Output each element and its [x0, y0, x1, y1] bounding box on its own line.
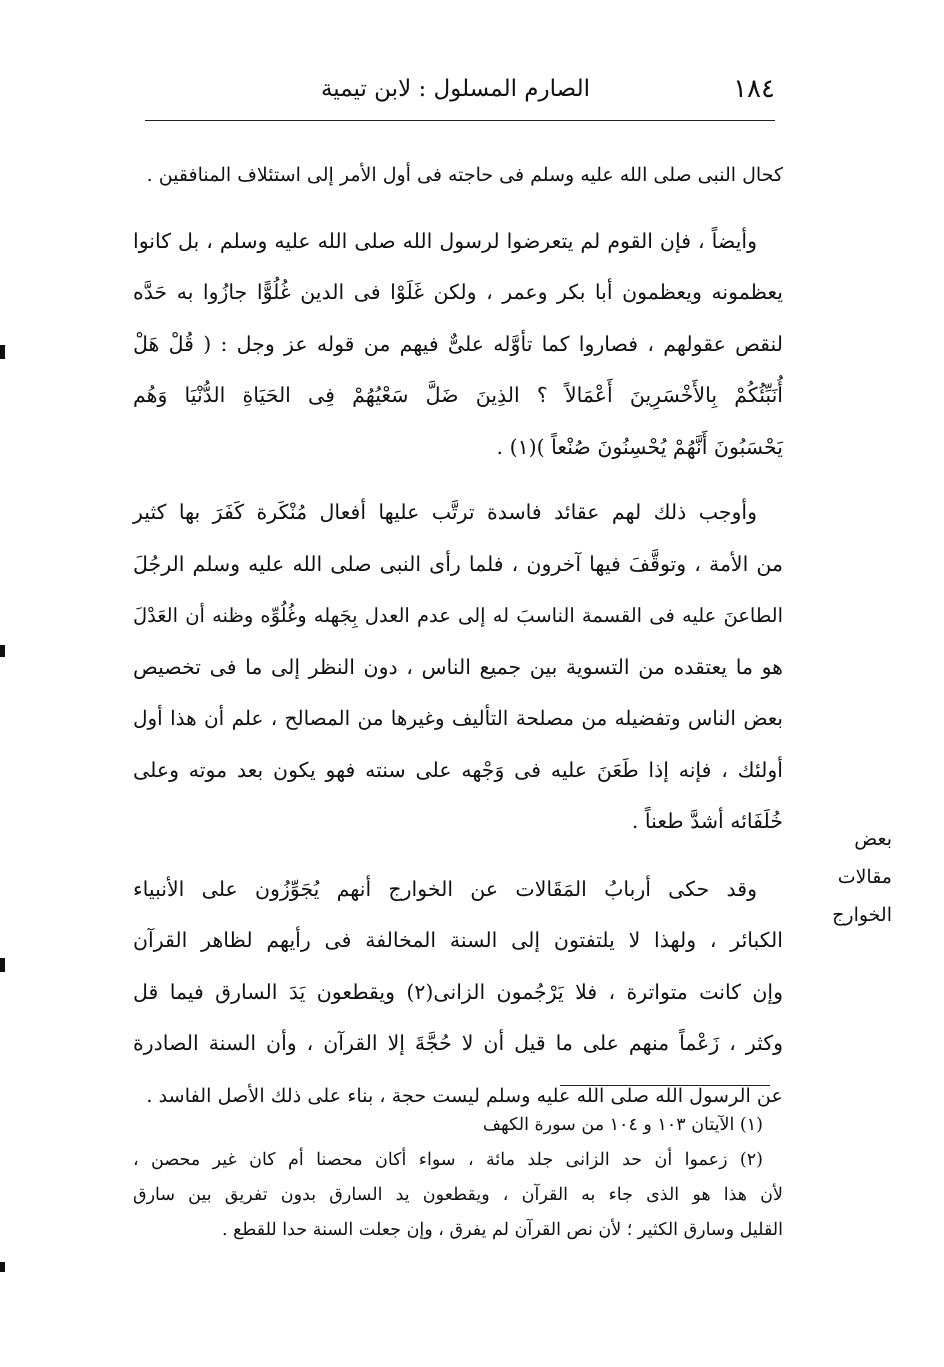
scan-edge-mark	[0, 1262, 5, 1272]
text-line: من الأمة ، وتوقَّفَ فيها آخرون ، فلما رأى النبى صلى الله عليه وسلم الرجُلَ	[133, 551, 783, 576]
quran-verse-line: أُنَبِّئُكُمْ بِالأَخْسَرِينَ أَعْمَالاً ؟ الذِينَ ضَلَّ سَعْيُهُمْ فِى الحَيَاةِ الدُّنْيَا وَهُم	[133, 383, 783, 407]
scan-edge-mark	[0, 345, 5, 359]
text-line: الطاعنَ عليه فى القسمة الناسبَ له إلى عدم العدل بِجَهله وغُلُوِّه وظنه أن العَدْلَ	[133, 604, 783, 627]
footnote-rule	[560, 1085, 770, 1086]
header-rule	[145, 120, 775, 121]
text-line: وأوجب ذلك لهم عقائد فاسدة ترتَّب عليها أفعال مُنْكَرة كَفَرَ بها كثير	[133, 500, 757, 524]
paragraph-3	[133, 487, 783, 848]
text-line: هو ما يعتقده من التسوية بين جميع الناس ، دون النظر إلى ما فى تخصيص	[133, 654, 783, 679]
paragraph-4	[133, 864, 783, 1122]
text-line: عن الرسول الله صلى الله عليه وسلم ليست حجة ، بناء على ذلك الأصل الفاسد .	[146, 1083, 783, 1107]
page-number: ١٨٤	[733, 74, 775, 104]
quran-verse-line: يَحْسَبُونَ أَنَّهُمْ يُحْسِنُونَ صُنْعاً )(١) .	[496, 434, 783, 459]
text-line: وكثر ، زَعْماً منهم على ما قيل أن لا حُجَّةَ إلا القرآن ، وأن السنة الصادرة	[133, 1031, 783, 1055]
footnotes	[133, 1108, 783, 1248]
footnote-line: (٢) زعموا أن حد الزانى جلد مائة ، سواء أكان محصنا أم كان غير محصن ،	[133, 1150, 763, 1170]
scan-edge-mark	[0, 645, 5, 657]
running-title: الصارم المسلول : لابن تيمية	[320, 76, 590, 102]
scan-edge-mark	[0, 958, 5, 972]
text-line: يعظمونه ويعظمون أبا بكر وعمر ، ولكن غَلَوْا فى الدين غُلُوًّا جازُوا به حَدَّه	[133, 280, 783, 304]
text-line: أولئك ، فإنه إذا طَعَنَ عليه فى وَجْهه على سنته فهو يكون بعد موته وعلى	[133, 757, 783, 782]
footnote-line: (١) الآيتان ١٠٣ و ١٠٤ من سورة الكهف	[482, 1115, 763, 1135]
text-line: بعض الناس وتفضيله من مصلحة التأليف وغيرها من المصالح ، علم أن هذا أول	[133, 706, 783, 730]
text-line: وإن كانت متواترة ، فلا يَرْجُمون الزانى(٢) ويقطعون يَدَ السارق فيما قل	[133, 979, 783, 1004]
footnote-1	[133, 1108, 783, 1143]
text-line: وأيضاً ، فإن القوم لم يتعرضوا لرسول الله صلى الله عليه وسلم ، بل كانوا	[133, 228, 757, 253]
text-line: كحال النبى صلى الله عليه وسلم فى حاجته فى أول الأمر إلى استئلاف المنافقين .	[146, 164, 783, 186]
paragraph-1	[133, 150, 783, 202]
text-line: الكبائر ، ولهذا لا يلتفتون إلى السنة المخالفة فى رأيهم لظاهر القرآن	[133, 928, 783, 952]
margin-note	[796, 820, 892, 934]
running-header	[145, 70, 775, 120]
margin-note-line: الخوارج	[832, 904, 892, 926]
text-line: خُلَفَائه أشدَّ طعناً .	[631, 809, 783, 833]
paragraph-2	[133, 216, 783, 474]
margin-note-line: بعض مقالات	[837, 828, 892, 888]
text-line: لنقص عقولهم ، فصاروا كما تأوَّله علىٌّ فيهم من قوله عز وجل : ( قُلْ هَلْ	[133, 331, 783, 356]
text-line: وقد حكى أربابُ المَقَالات عن الخوارج أنهم يُجَوِّزُون على الأنبياء	[133, 876, 757, 901]
main-text	[133, 150, 783, 1121]
footnote-line: لأن هذا هو الذى جاء به القرآن ، ويقطعون يد السارق بدون تفريق بين سارق	[133, 1185, 783, 1205]
footnote-2	[133, 1143, 783, 1248]
footnote-line: القليل وسارق الكثير ؛ لأن نص القرآن لم يفرق ، وإن جعلت السنة حدا للقطع .	[221, 1220, 783, 1240]
